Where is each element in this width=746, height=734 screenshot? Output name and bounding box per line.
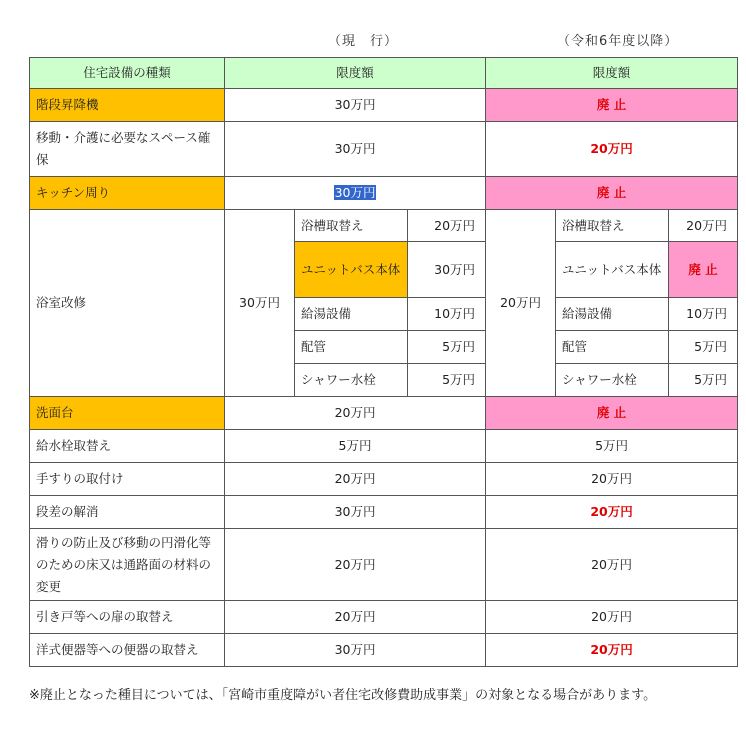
bath-item-label: 浴槽取替え	[295, 210, 408, 242]
row-new-limit: 20万円	[486, 463, 738, 496]
footnote: ※廃止となった種目については、「宮崎市重度障がい者住宅改修費助成事業」の対象となる場合があります。	[29, 688, 657, 703]
col-header-type: 住宅設備の種類	[30, 58, 225, 89]
bath-item-current: 5万円	[408, 364, 486, 397]
row-current-limit	[225, 177, 486, 210]
row-type: 給水栓取替え	[30, 430, 225, 463]
bath-item-new: 5万円	[669, 364, 738, 397]
row-new-limit: 廃 止	[486, 89, 738, 122]
table-row	[30, 634, 738, 667]
row-type: 移動・介護に必要なスペース確保	[30, 122, 225, 177]
table-row	[30, 496, 738, 529]
bath-item-label: シャワー水栓	[295, 364, 408, 397]
row-current-limit: 20万円	[225, 601, 486, 634]
table-row	[30, 529, 738, 601]
row-type: 引き戸等への扉の取替え	[30, 601, 225, 634]
row-type: 滑りの防止及び移動の円滑化等のための床又は通路面の材料の変更	[30, 529, 225, 601]
bath-item-label: ユニットバス本体	[556, 242, 669, 298]
row-type: 浴室改修	[30, 210, 225, 397]
col-header-current: 限度額	[225, 58, 486, 89]
row-new-limit: 20万円	[486, 601, 738, 634]
new-column-caption: （令和6年度以降）	[557, 34, 679, 49]
row-current-limit: 20万円	[225, 463, 486, 496]
bath-item-label: 給湯設備	[556, 298, 669, 331]
col-header-new: 限度額	[486, 58, 738, 89]
bath-sub-row	[30, 210, 738, 242]
bath-item-new: 廃 止	[669, 242, 738, 298]
table-row	[30, 397, 738, 430]
row-type: 段差の解消	[30, 496, 225, 529]
row-type: 手すりの取付け	[30, 463, 225, 496]
bath-item-label: 配管	[556, 331, 669, 364]
table-header-row	[30, 58, 738, 89]
bath-item-current: 20万円	[408, 210, 486, 242]
subsidy-limit-table	[29, 57, 738, 667]
row-current-limit: 20万円	[225, 397, 486, 430]
row-current-limit: 5万円	[225, 430, 486, 463]
bath-item-new: 20万円	[669, 210, 738, 242]
bath-item-label: 浴槽取替え	[556, 210, 669, 242]
row-current-limit: 30万円	[225, 122, 486, 177]
bath-item-current: 30万円	[408, 242, 486, 298]
row-type: キッチン周り	[30, 177, 225, 210]
row-current-limit: 20万円	[225, 529, 486, 601]
row-new-limit: 20万円	[486, 634, 738, 667]
bath-current-total: 30万円	[225, 210, 295, 397]
table-row	[30, 463, 738, 496]
table-row	[30, 601, 738, 634]
current-column-caption: （現 行）	[328, 34, 399, 49]
row-current-limit: 30万円	[225, 89, 486, 122]
table-row	[30, 177, 738, 210]
row-new-limit: 20万円	[486, 496, 738, 529]
row-new-limit: 20万円	[486, 529, 738, 601]
bath-item-label: シャワー水栓	[556, 364, 669, 397]
bath-item-current: 10万円	[408, 298, 486, 331]
row-current-limit: 30万円	[225, 496, 486, 529]
bath-new-total: 20万円	[486, 210, 556, 397]
row-type: 洗面台	[30, 397, 225, 430]
row-new-limit: 廃 止	[486, 397, 738, 430]
row-type: 洋式便器等への便器の取替え	[30, 634, 225, 667]
row-type: 階段昇降機	[30, 89, 225, 122]
row-new-limit: 5万円	[486, 430, 738, 463]
row-new-limit: 20万円	[486, 122, 738, 177]
selected-text: 30万円	[334, 185, 376, 200]
table-row	[30, 430, 738, 463]
bath-item-label: 給湯設備	[295, 298, 408, 331]
bath-item-label: 配管	[295, 331, 408, 364]
table-row	[30, 89, 738, 122]
bath-item-label: ユニットバス本体	[295, 242, 408, 298]
bath-item-new: 10万円	[669, 298, 738, 331]
row-new-limit: 廃 止	[486, 177, 738, 210]
row-current-limit: 30万円	[225, 634, 486, 667]
bath-item-current: 5万円	[408, 331, 486, 364]
bath-item-new: 5万円	[669, 331, 738, 364]
table-row	[30, 122, 738, 177]
